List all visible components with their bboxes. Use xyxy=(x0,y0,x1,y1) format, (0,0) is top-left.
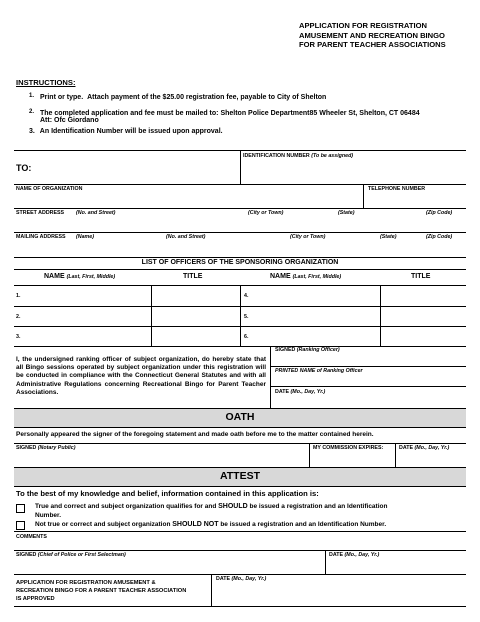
printed-name-field[interactable] xyxy=(272,374,465,385)
commission-expires-field[interactable] xyxy=(311,451,393,465)
phone-label: TELEPHONE NUMBER xyxy=(368,186,426,192)
chief-signed-label: SIGNED (Chief of Police or First Selectman) xyxy=(16,552,126,558)
attest-approve-checkbox[interactable] xyxy=(16,504,25,513)
officer-row-1-num: 1. xyxy=(16,293,21,299)
form-header xyxy=(299,21,446,50)
oath-title: OATH xyxy=(225,411,255,423)
header-line-1: APPLICATION FOR REGISTRATION xyxy=(299,21,427,30)
id-number-field[interactable] xyxy=(242,160,464,182)
approval-date-field[interactable] xyxy=(213,583,465,605)
to-field[interactable] xyxy=(36,156,236,182)
instruction-3: 3. An Identification Number will be issued upon approval. xyxy=(29,128,223,135)
mailing-address-label: MAILING ADDRESS xyxy=(16,234,66,240)
officers-title-header-left: TITLE xyxy=(183,273,203,280)
officers-title-header-right: TITLE xyxy=(411,273,431,280)
attest-date-label: DATE (Mo., Day, Yr.) xyxy=(329,552,380,558)
street-address-label: STREET ADDRESS xyxy=(16,210,65,216)
attest-deny-label: Not true or correct and subject organization SHOULD NOT be issued a registration and an Identification Number. xyxy=(35,521,387,528)
header-line-2: AMUSEMENT AND RECREATION BINGO xyxy=(299,30,445,40)
signed-ranking-field[interactable] xyxy=(272,353,465,365)
officer-row-6-num: 6. xyxy=(244,334,249,340)
approval-date-label: DATE (Mo., Day, Yr.) xyxy=(216,576,267,582)
printed-name-label: PRINTED NAME of Ranking Officer xyxy=(275,368,363,374)
mailing-state-hint: (State) xyxy=(380,234,397,240)
oath-date-label: DATE (Mo., Day, Yr.) xyxy=(399,445,450,451)
header-line-3: FOR PARENT TEACHER ASSOCIATIONS xyxy=(299,40,446,50)
officer-4-title-field[interactable] xyxy=(382,287,465,305)
officer-1-name-field[interactable] xyxy=(24,287,149,305)
street-state-hint: (State) xyxy=(338,210,355,216)
street-address-field[interactable] xyxy=(15,217,465,231)
comments-label: COMMENTS xyxy=(16,534,47,540)
officer-row-2-num: 2. xyxy=(16,314,21,320)
instructions-title: INSTRUCTIONS: xyxy=(16,78,76,87)
street-zip-hint: (Zip Code) xyxy=(426,210,453,216)
commission-expires-label: MY COMMISSION EXPIRES: xyxy=(313,445,384,451)
chief-signed-field[interactable] xyxy=(15,558,323,572)
mailing-city-hint: (City or Town) xyxy=(290,234,326,240)
comments-field[interactable] xyxy=(15,540,465,549)
officers-name-header-right: NAME (Last, First, Middle) xyxy=(270,273,342,280)
compliance-statement: I, the undersigned ranking officer of subject organization, do hereby state that all Bingo sessions operated by subject organization under this registration will be conducted in compliance with the Connecticut General Statutes and with all Administrative Regulations concerning Recreational Bingo for Parent Teacher Associations. xyxy=(16,356,266,396)
notary-signed-label: SIGNED (Notary Public) xyxy=(16,445,76,451)
org-name-label: NAME OF ORGANIZATION xyxy=(16,186,83,192)
id-number-label: IDENTIFICATION NUMBER (To be assigned) xyxy=(243,153,354,159)
mailing-zip-hint: (Zip Code) xyxy=(426,234,453,240)
attest-deny-checkbox[interactable] xyxy=(16,521,25,530)
mailing-no-hint: (No. and Street) xyxy=(166,234,206,240)
officer-row-4-num: 4. xyxy=(244,293,249,299)
officer-1-title-field[interactable] xyxy=(153,287,239,305)
approval-statement: APPLICATION FOR REGISTRATION AMUSEMENT & RECREATION BINGO FOR A PARENT TEACHER ASSOCIATION IS APPROVED xyxy=(16,580,187,602)
ranking-date-field[interactable] xyxy=(272,395,465,407)
street-city-hint: (City or Town) xyxy=(248,210,284,216)
officer-4-name-field[interactable] xyxy=(252,287,379,305)
instruction-2: 2. The completed application and fee must be mailed to: Shelton Police Department85 Wheeler St, Shelton, CT 06484 Att: Ofc Giordano xyxy=(29,109,420,124)
oath-text: Personally appeared the signer of the foregoing statement and made oath before me to the matter contained herein. xyxy=(16,431,374,438)
phone-field[interactable] xyxy=(365,192,465,206)
signed-ranking-label: SIGNED (Ranking Officer) xyxy=(275,347,340,353)
officers-name-header-left: NAME (Last, First, Middle) xyxy=(44,273,116,280)
ranking-date-label: DATE (Mo., Day, Yr.) xyxy=(275,389,326,395)
officers-title: LIST OF OFFICERS OF THE SPONSORING ORGANIZATION xyxy=(141,259,339,266)
attest-approve-label: True and correct and subject organization qualifies for and SHOULD be issued a registration and an Identification Number. xyxy=(35,503,388,519)
notary-signed-field[interactable] xyxy=(15,451,307,465)
attest-text: To the best of my knowledge and belief, information contained in this application is: xyxy=(16,489,319,498)
attest-title: ATTEST xyxy=(219,470,261,482)
attest-date-field[interactable] xyxy=(327,558,465,572)
to-label: TO: xyxy=(16,163,32,173)
mailing-name-hint: (Name) xyxy=(76,234,94,240)
officer-row-3-num: 3. xyxy=(16,334,21,340)
street-no-hint: (No. and Street) xyxy=(76,210,116,216)
officer-row-5-num: 5. xyxy=(244,314,249,320)
instruction-1: 1. Print or type. Attach payment of the $25.00 registration fee, payable to City of Shelton xyxy=(29,93,327,101)
org-name-field[interactable] xyxy=(15,192,361,206)
oath-date-field[interactable] xyxy=(397,451,465,465)
mailing-address-field[interactable] xyxy=(15,241,465,255)
